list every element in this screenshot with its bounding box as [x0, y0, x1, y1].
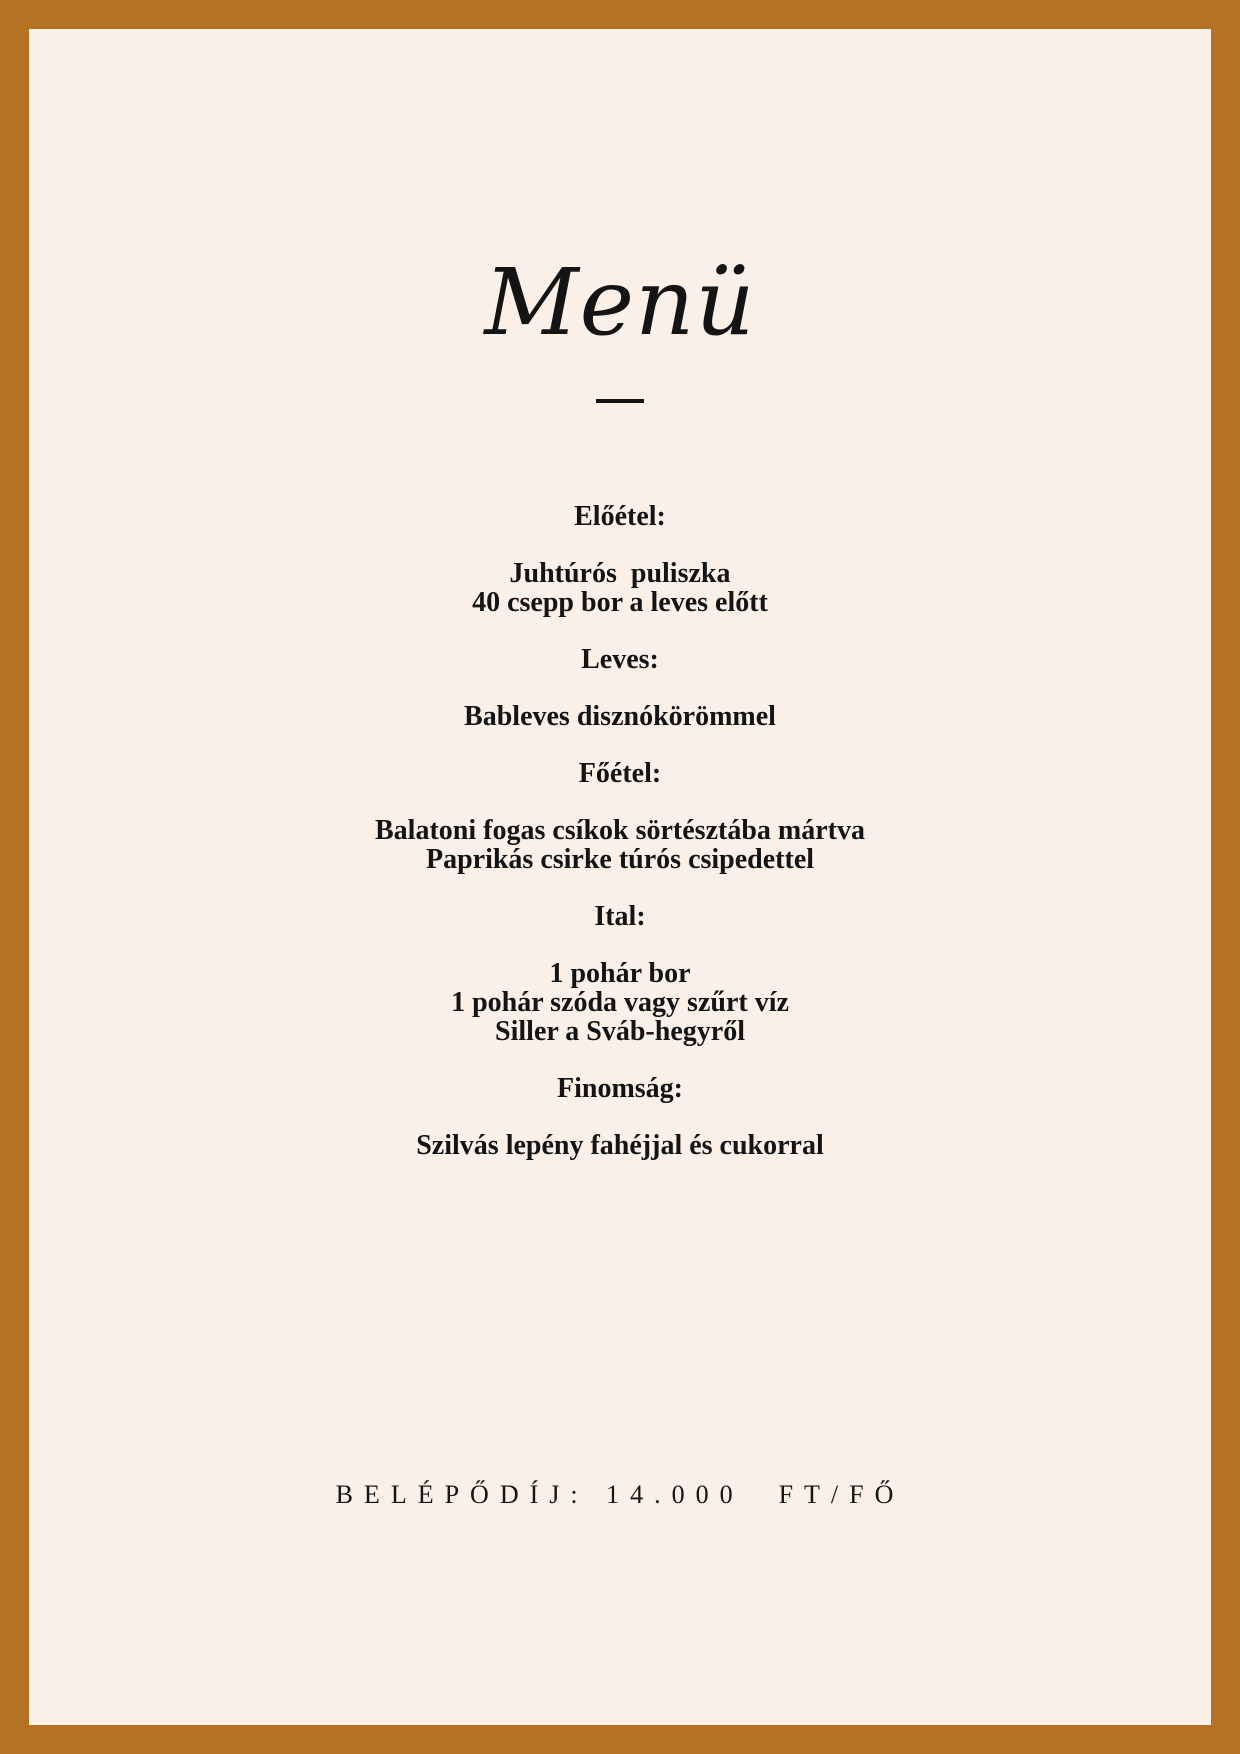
course-heading: Leves: [581, 644, 659, 675]
entry-fee: BELÉPŐDÍJ: 14.000 FT/FŐ [335, 1480, 905, 1509]
course-item: 1 pohár szóda vagy szűrt víz [451, 987, 789, 1018]
course-heading: Előétel: [574, 501, 666, 532]
course-heading: Ital: [594, 901, 646, 932]
course-main [29, 759, 1211, 874]
course-item: 1 pohár bor [549, 958, 691, 989]
menu-card [29, 29, 1211, 1725]
course-item: Szilvás lepény fahéjjal és cukorral [416, 1130, 824, 1161]
course-item: Siller a Sváb-hegyről [495, 1016, 745, 1047]
course-drinks [29, 902, 1211, 1046]
course-item: Bableves disznókörömmel [464, 701, 776, 732]
course-item: Balatoni fogas csíkok sörtésztába mártva [375, 815, 865, 846]
course-item: Paprikás csirke túrós csipedettel [425, 844, 815, 875]
course-item: 40 csepp bor a leves előtt [472, 587, 768, 618]
course-heading: Finomság: [557, 1073, 683, 1104]
menu-title: Menü [484, 249, 756, 356]
course-dessert [29, 1074, 1211, 1160]
course-heading: Főétel: [578, 758, 662, 789]
course-item: Juhtúrós puliszka [509, 558, 731, 589]
title-divider [596, 399, 644, 403]
course-list [29, 502, 1211, 1188]
course-soup [29, 645, 1211, 731]
course-starter [29, 502, 1211, 617]
